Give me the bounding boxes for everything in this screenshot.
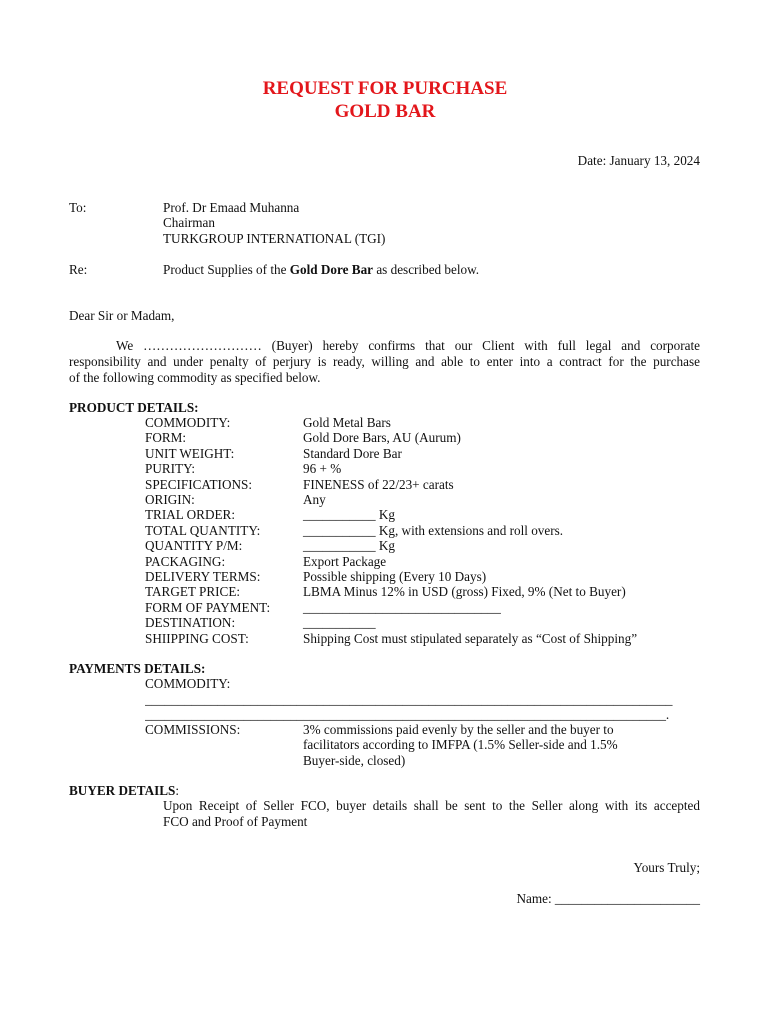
recipient-title: Chairman [163,215,216,230]
buyer-details-line-2: FCO and Proof of Payment [163,814,308,829]
product-details-heading: PRODUCT DETAILS: [69,400,199,415]
product-detail-label: TRIAL ORDER: [145,507,235,523]
product-detail-row [0,492,770,508]
product-detail-value: Export Package [303,553,387,569]
product-detail-row [0,631,770,647]
product-detail-label: SPECIFICATIONS: [145,476,252,492]
product-detail-row [0,477,770,493]
title-line-2: GOLD BAR [334,101,436,122]
payments-details-heading: PAYMENTS DETAILS: [69,661,206,676]
product-detail-label: SHIIPPING COST: [145,630,249,646]
signature-name-field[interactable]: Name: ______________________ [516,891,700,906]
product-detail-value: 96 + % [303,461,342,477]
product-detail-row [0,600,770,616]
product-detail-value: ___________ Kg [303,507,395,523]
product-detail-row [0,507,770,523]
product-detail-value: FINENESS of 22/23+ carats [303,476,454,492]
product-detail-label: QUANTITY P/M: [145,538,243,554]
intro-line-2: responsibility and under penalty of perjury is ready, willing and able to enter into a contract for the purchase [69,354,700,369]
product-detail-label: FORM OF PAYMENT: [145,599,271,615]
product-detail-row [0,569,770,585]
product-detail-value: Possible shipping (Every 10 Days) [303,569,487,584]
document-date: Date: January 13, 2024 [577,153,700,168]
product-detail-value: LBMA Minus 12% in USD (gross) Fixed, 9% (Net to Buyer) [303,584,626,600]
buyer-details-line-1: Upon Receipt of Seller FCO, buyer details shall be sent to the Seller along with its accepted [163,798,700,813]
payments-blank-line-1: ________________________________________________________________________________ [145,692,673,707]
product-detail-value: ______________________________ [303,599,501,615]
payments-commodity-label: COMMODITY: [145,676,231,691]
product-detail-row [0,554,770,570]
product-detail-label: TOTAL QUANTITY: [145,522,261,538]
product-detail-label: DELIVERY TERMS: [145,569,261,584]
to-label: To: [69,200,87,215]
payments-blank-line-2: _______________________________________________________________________________. [145,707,670,722]
re-label: Re: [69,262,88,277]
product-detail-value: Gold Dore Bars, AU (Aurum) [303,430,461,446]
product-detail-label: ORIGIN: [145,492,195,507]
yours-truly: Yours Truly; [633,860,700,875]
product-detail-row [0,538,770,554]
product-detail-row [0,615,770,631]
product-detail-value: ___________ [303,615,376,631]
product-detail-label: FORM: [145,430,187,446]
buyer-details-heading: BUYER DETAILS: [69,783,180,798]
product-detail-row [0,523,770,539]
commissions-label: COMMISSIONS: [145,722,241,737]
product-detail-value: Any [303,492,326,507]
product-detail-label: COMMODITY: [145,415,231,430]
commissions-line-1: 3% commissions paid evenly by the seller and the buyer to [303,722,614,737]
recipient-name: Prof. Dr Emaad Muhanna [163,200,300,215]
subject-line: Product Supplies of the Gold Dore Bar as described below. [163,262,480,277]
title-line-1: REQUEST FOR PURCHASE [262,78,508,99]
product-detail-value: ___________ Kg [303,538,395,554]
product-detail-value: Shipping Cost must stipulated separately as “Cost of Shipping” [303,630,638,646]
product-detail-value: ___________ Kg, with extensions and roll overs. [303,522,564,538]
product-detail-label: UNIT WEIGHT: [145,445,235,461]
commissions-line-3: Buyer-side, closed) [303,753,406,768]
product-detail-value: Gold Metal Bars [303,415,391,430]
product-detail-row [0,415,770,431]
product-detail-row [0,584,770,600]
product-detail-label: DESTINATION: [145,615,236,631]
intro-line-1: We ……………………… (Buyer) hereby confirms that our Client with full legal and corporate [116,338,700,353]
recipient-company: TURKGROUP INTERNATIONAL (TGI) [163,231,386,246]
salutation: Dear Sir or Madam, [69,308,175,323]
intro-line-3: of the following commodity as specified below. [69,370,321,385]
product-detail-label: PACKAGING: [145,553,226,569]
product-detail-value: Standard Dore Bar [303,445,402,461]
commissions-line-2: facilitators according to IMFPA (1.5% Seller-side and 1.5% [303,737,618,752]
product-detail-row [0,461,770,477]
product-detail-label: TARGET PRICE: [145,584,241,600]
product-detail-label: PURITY: [145,461,196,477]
product-detail-row [0,430,770,446]
product-detail-row [0,446,770,462]
